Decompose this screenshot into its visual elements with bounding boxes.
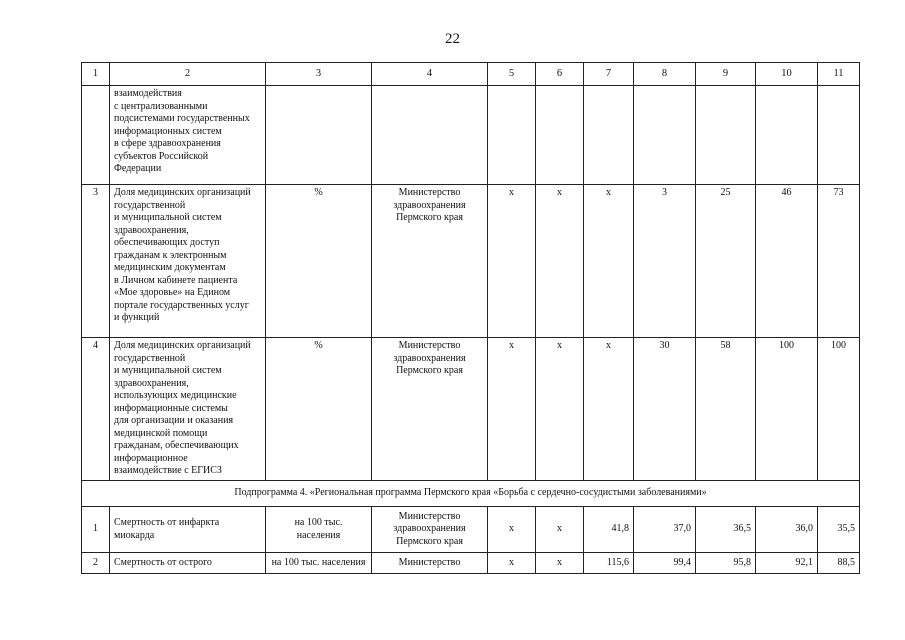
table-row [82,507,860,553]
executor-cell: Министерство [372,553,488,574]
table-row [82,185,860,338]
value-cell [634,86,696,185]
value-cell: х [536,185,584,338]
value-cell: 88,5 [818,553,860,574]
indicator-name-cell: Доля медицинских организаций государственной и муниципальной систем здравоохранения, обеспечивающих доступ гражданам к электронным медицинским документам в Личном кабинете пациента «Мое здоровье» на Едином портале государственных услуг и функций [110,185,266,338]
indicator-name-cell: Доля медицинских организаций государственной и муниципальной систем здравоохранения, использующих медицинские информационные системы для организации и оказания медицинской помощи гражданам, обеспечивающих информационное взаимодействие с ЕГИСЗ [110,338,266,481]
table-header-row [82,63,860,86]
header-cell: 1 [82,63,110,86]
unit-cell: на 100 тыс. населения [266,507,372,553]
executor-cell [372,86,488,185]
unit-cell: % [266,185,372,338]
value-cell: х [488,553,536,574]
value-cell: 100 [818,338,860,481]
value-cell: 58 [696,338,756,481]
value-cell: х [488,507,536,553]
executor-cell: Министерство здравоохранения Пермского края [372,507,488,553]
header-cell: 3 [266,63,372,86]
value-cell: 73 [818,185,860,338]
value-cell: 100 [756,338,818,481]
table-row-continuation [82,86,860,185]
indicator-name-cell: Смертность от острого [110,553,266,574]
table-row [82,338,860,481]
value-cell: х [584,338,634,481]
header-cell: 6 [536,63,584,86]
value-cell: 92,1 [756,553,818,574]
row-number-cell: 1 [82,507,110,553]
value-cell: х [536,553,584,574]
header-cell: 9 [696,63,756,86]
header-cell: 2 [110,63,266,86]
value-cell: х [536,507,584,553]
value-cell: 35,5 [818,507,860,553]
value-cell: х [536,338,584,481]
unit-cell: на 100 тыс. населения [266,553,372,574]
table-row [82,553,860,574]
value-cell: 115,6 [584,553,634,574]
value-cell [696,86,756,185]
executor-cell: Министерство здравоохранения Пермского края [372,185,488,338]
value-cell: 46 [756,185,818,338]
value-cell: х [488,338,536,481]
value-cell: 36,5 [696,507,756,553]
value-cell [488,86,536,185]
indicator-name-cell: Смертность от инфаркта миокарда [110,507,266,553]
value-cell: 25 [696,185,756,338]
value-cell: 3 [634,185,696,338]
value-cell: х [488,185,536,338]
value-cell: 37,0 [634,507,696,553]
value-cell: 30 [634,338,696,481]
value-cell [818,86,860,185]
page-number: 22 [445,31,460,47]
header-cell: 8 [634,63,696,86]
header-cell: 4 [372,63,488,86]
header-cell: 10 [756,63,818,86]
value-cell: 41,8 [584,507,634,553]
unit-cell [266,86,372,185]
row-number-cell: 3 [82,185,110,338]
subprogram-title: Подпрограмма 4. «Региональная программа Пермского края «Борьба с сердечно-сосудистыми заболеваниями» [82,481,860,507]
value-cell: 99,4 [634,553,696,574]
indicator-name-cell: взаимодействия с централизованными подсистемами государственных информационных систем в сфере здравоохранения субъектов Российской Федерации [110,86,266,185]
value-cell: х [584,185,634,338]
header-cell: 11 [818,63,860,86]
row-number-cell [82,86,110,185]
header-cell: 7 [584,63,634,86]
subprogram-header-row [82,481,860,507]
value-cell [756,86,818,185]
value-cell: 95,8 [696,553,756,574]
indicators-table [81,62,860,574]
value-cell: 36,0 [756,507,818,553]
value-cell [536,86,584,185]
row-number-cell: 4 [82,338,110,481]
header-cell: 5 [488,63,536,86]
unit-cell: % [266,338,372,481]
value-cell [584,86,634,185]
row-number-cell: 2 [82,553,110,574]
executor-cell: Министерство здравоохранения Пермского края [372,338,488,481]
